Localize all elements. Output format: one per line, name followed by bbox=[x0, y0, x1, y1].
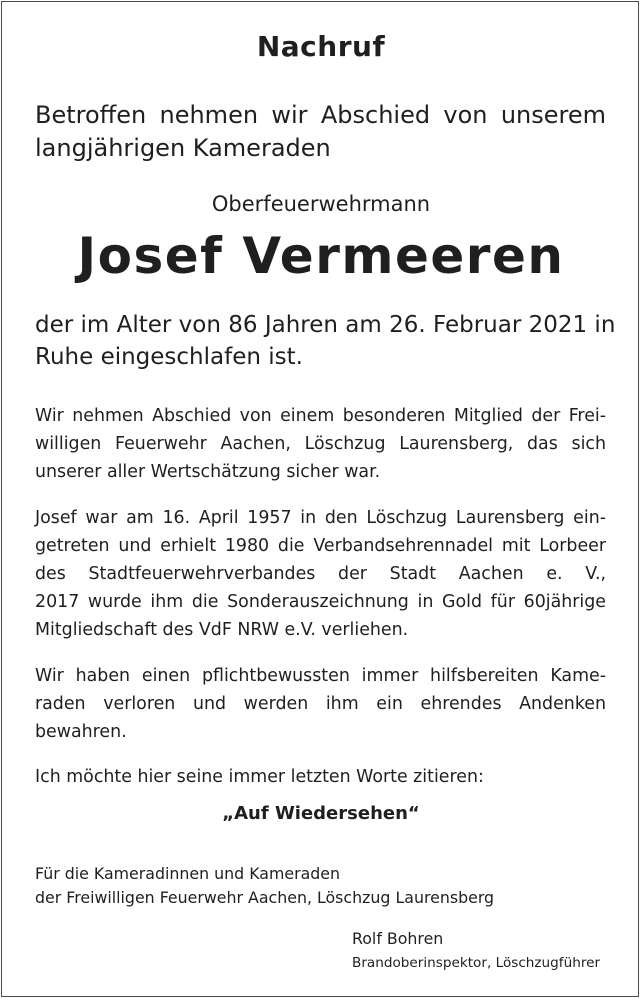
signature-name: Rolf Bohren bbox=[352, 929, 444, 948]
paragraph-2-line: des Stadtfeuerwehrverbandes der Stadt Aachen e. V., bbox=[35, 564, 606, 584]
deceased-name: Josef Vermeeren bbox=[77, 227, 565, 285]
paragraph-2-line: getreten und erhielt 1980 die Verbandsehrennadel mit Lorbeer bbox=[35, 536, 606, 556]
paragraph-2-line: Josef war am 16. April 1957 in den Löschzug Laurensberg ein- bbox=[35, 508, 606, 528]
paragraph-3-line: raden verloren und werden ihm ein ehrendes Andenken bbox=[35, 694, 606, 714]
paragraph-2-line: Mitgliedschaft des VdF NRW e.V. verliehen. bbox=[35, 620, 409, 640]
paragraph-2-line: 2017 wurde ihm die Sonderauszeichnung in Gold für 60jährige bbox=[35, 592, 606, 612]
from-line-1: Für die Kameradinnen und Kameraden bbox=[35, 864, 341, 883]
last-words-quote: „Auf Wiedersehen“ bbox=[222, 803, 420, 824]
paragraph-3-line: Wir haben einen pflichtbewussten immer hilfsbereiten Kame- bbox=[35, 666, 606, 686]
page-title: Nachruf bbox=[256, 30, 386, 63]
paragraph-1-line: willigen Feuerwehr Aachen, Löschzug Laurensberg, das sich bbox=[35, 434, 606, 454]
intro-line-1: Betroffen nehmen wir Abschied von unserem bbox=[35, 101, 606, 129]
rank-title: Oberfeuerwehrmann bbox=[211, 192, 431, 216]
paragraph-3-line: bewahren. bbox=[35, 722, 127, 742]
lead-line-2: Ruhe eingeschlafen ist. bbox=[35, 344, 303, 370]
signature-title: Brandoberinspektor, Löschzugführer bbox=[352, 955, 601, 971]
quote-intro: Ich möchte hier seine immer letzten Worte zitieren: bbox=[35, 767, 484, 787]
paragraph-1-line: Wir nehmen Abschied von einem besonderen Mitglied der Frei- bbox=[35, 406, 606, 426]
intro-line-2: langjährigen Kameraden bbox=[35, 134, 331, 162]
paragraph-1-line: unserer aller Wertschätzung sicher war. bbox=[35, 462, 381, 482]
lead-line-1: der im Alter von 86 Jahren am 26. Februar 2021 in bbox=[35, 312, 616, 338]
from-line-2: der Freiwilligen Feuerwehr Aachen, Löschzug Laurensberg bbox=[35, 888, 495, 907]
